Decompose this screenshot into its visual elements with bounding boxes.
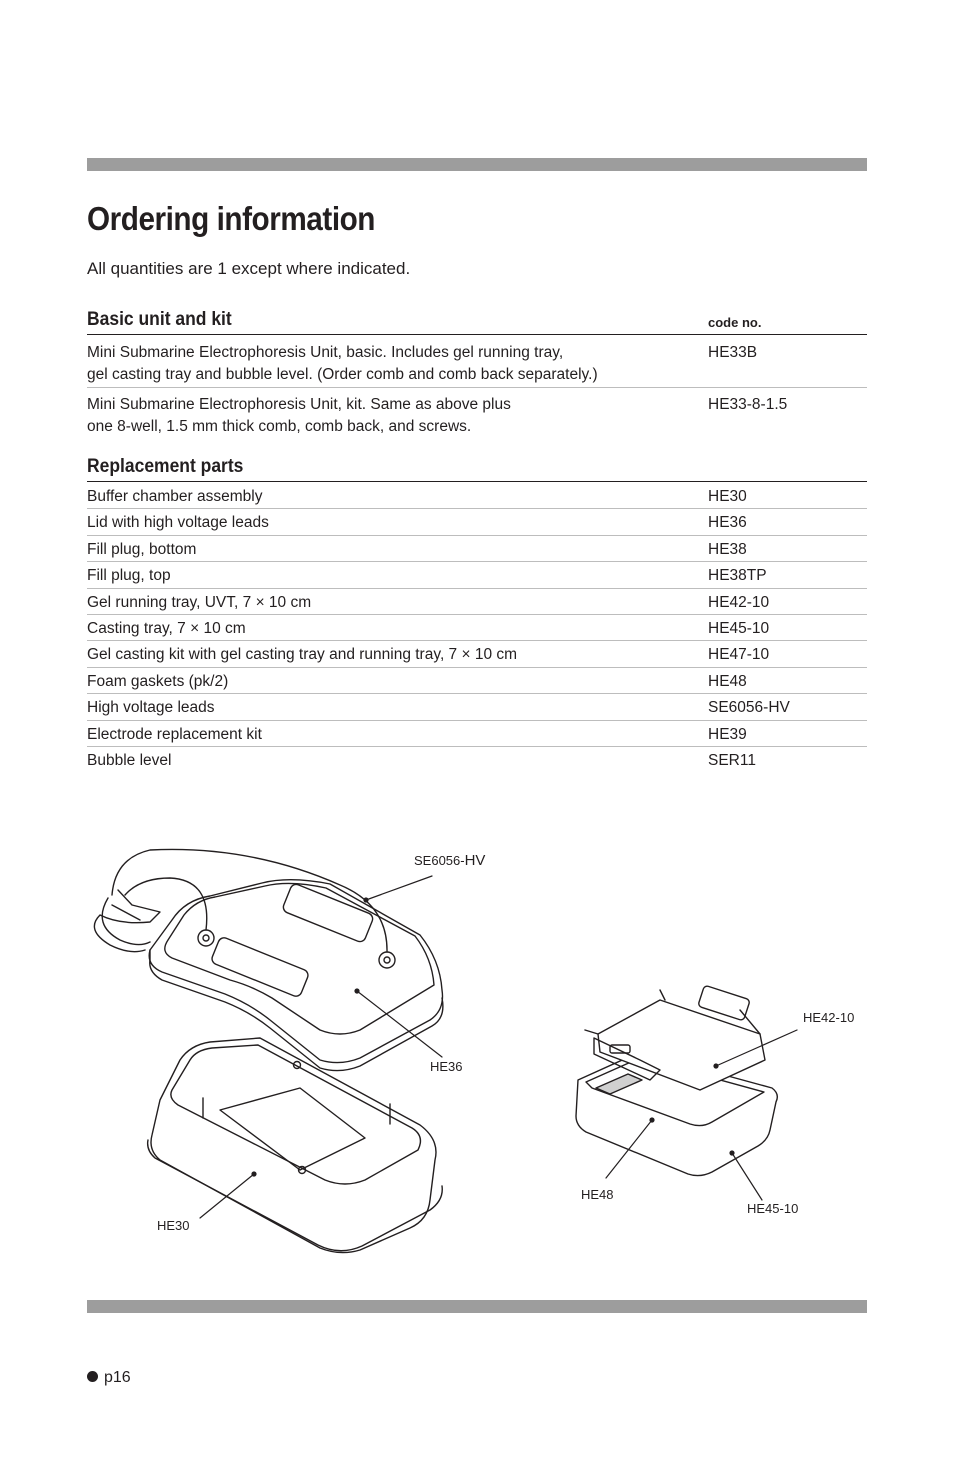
row-code: HE36 — [708, 514, 747, 532]
row-description: Fill plug, top — [87, 567, 171, 585]
label-gasket: HE48 — [581, 1187, 614, 1202]
row-description: Fill plug, bottom — [87, 540, 197, 558]
row-description: Gel running tray, UVT, 7 × 10 cm — [87, 593, 312, 611]
row-code: HE45-10 — [708, 619, 770, 637]
row-description: High voltage leads — [87, 699, 215, 717]
row-description: Electrode replacement kit — [87, 725, 262, 743]
bottom-divider-bar — [87, 1300, 867, 1313]
replacement-parts-heading: Replacement parts — [87, 456, 244, 477]
basic-unit-heading: Basic unit and kit — [87, 309, 232, 330]
row-description: Gel casting kit with gel casting tray and running tray, 7 × 10 cm — [87, 646, 518, 664]
row-description: Lid with high voltage leads — [87, 514, 269, 532]
buffer-chamber-drawing — [148, 1038, 443, 1253]
row-code: HE47-10 — [708, 646, 770, 664]
row-description: Foam gaskets (pk/2) — [87, 672, 229, 690]
row-code: HE38 — [708, 540, 747, 558]
row-code: HE48 — [708, 672, 747, 690]
page-footer — [87, 1369, 131, 1387]
description-line: Mini Submarine Electrophoresis Unit, basic. Includes gel running tray, — [87, 344, 564, 361]
row-code: HE30 — [708, 488, 747, 505]
label-lid: HE36 — [430, 1059, 463, 1074]
row-code: SE6056-HV — [708, 699, 790, 717]
code-number-header: code no. — [708, 315, 762, 330]
row-description: Casting tray, 7 × 10 cm — [87, 619, 246, 637]
row-code: HE33B — [708, 344, 758, 361]
description-line: gel casting tray and bubble level. (Order comb and comb back separately.) — [87, 366, 598, 383]
page-number: p16 — [104, 1369, 131, 1386]
row-code: SER11 — [708, 751, 756, 769]
bullet-icon — [87, 1371, 98, 1382]
description-line: one 8-well, 1.5 mm thick comb, comb back, and screws. — [87, 418, 472, 435]
label-running-tray: HE42-10 — [803, 1010, 855, 1025]
lid-drawing — [149, 880, 443, 1071]
row-code: HE39 — [708, 725, 747, 743]
label-leads — [414, 852, 485, 869]
row-code: HE42-10 — [708, 593, 770, 611]
row-code: HE38TP — [708, 567, 767, 585]
description-line: Mini Submarine Electrophoresis Unit, kit. Same as above plus — [87, 396, 511, 413]
row-description: Bubble level — [87, 751, 172, 769]
row-description: Buffer chamber assembly — [87, 488, 263, 505]
label-casting-tray: HE45-10 — [747, 1201, 799, 1216]
row-code: HE33-8-1.5 — [708, 396, 788, 413]
label-leads-suffix: HV — [464, 852, 486, 869]
intro-text: All quantities are 1 except where indicated. — [87, 259, 411, 278]
label-chamber: HE30 — [157, 1218, 190, 1233]
page-title: Ordering information — [87, 200, 375, 237]
label-leads-prefix: SE6056- — [414, 853, 465, 868]
